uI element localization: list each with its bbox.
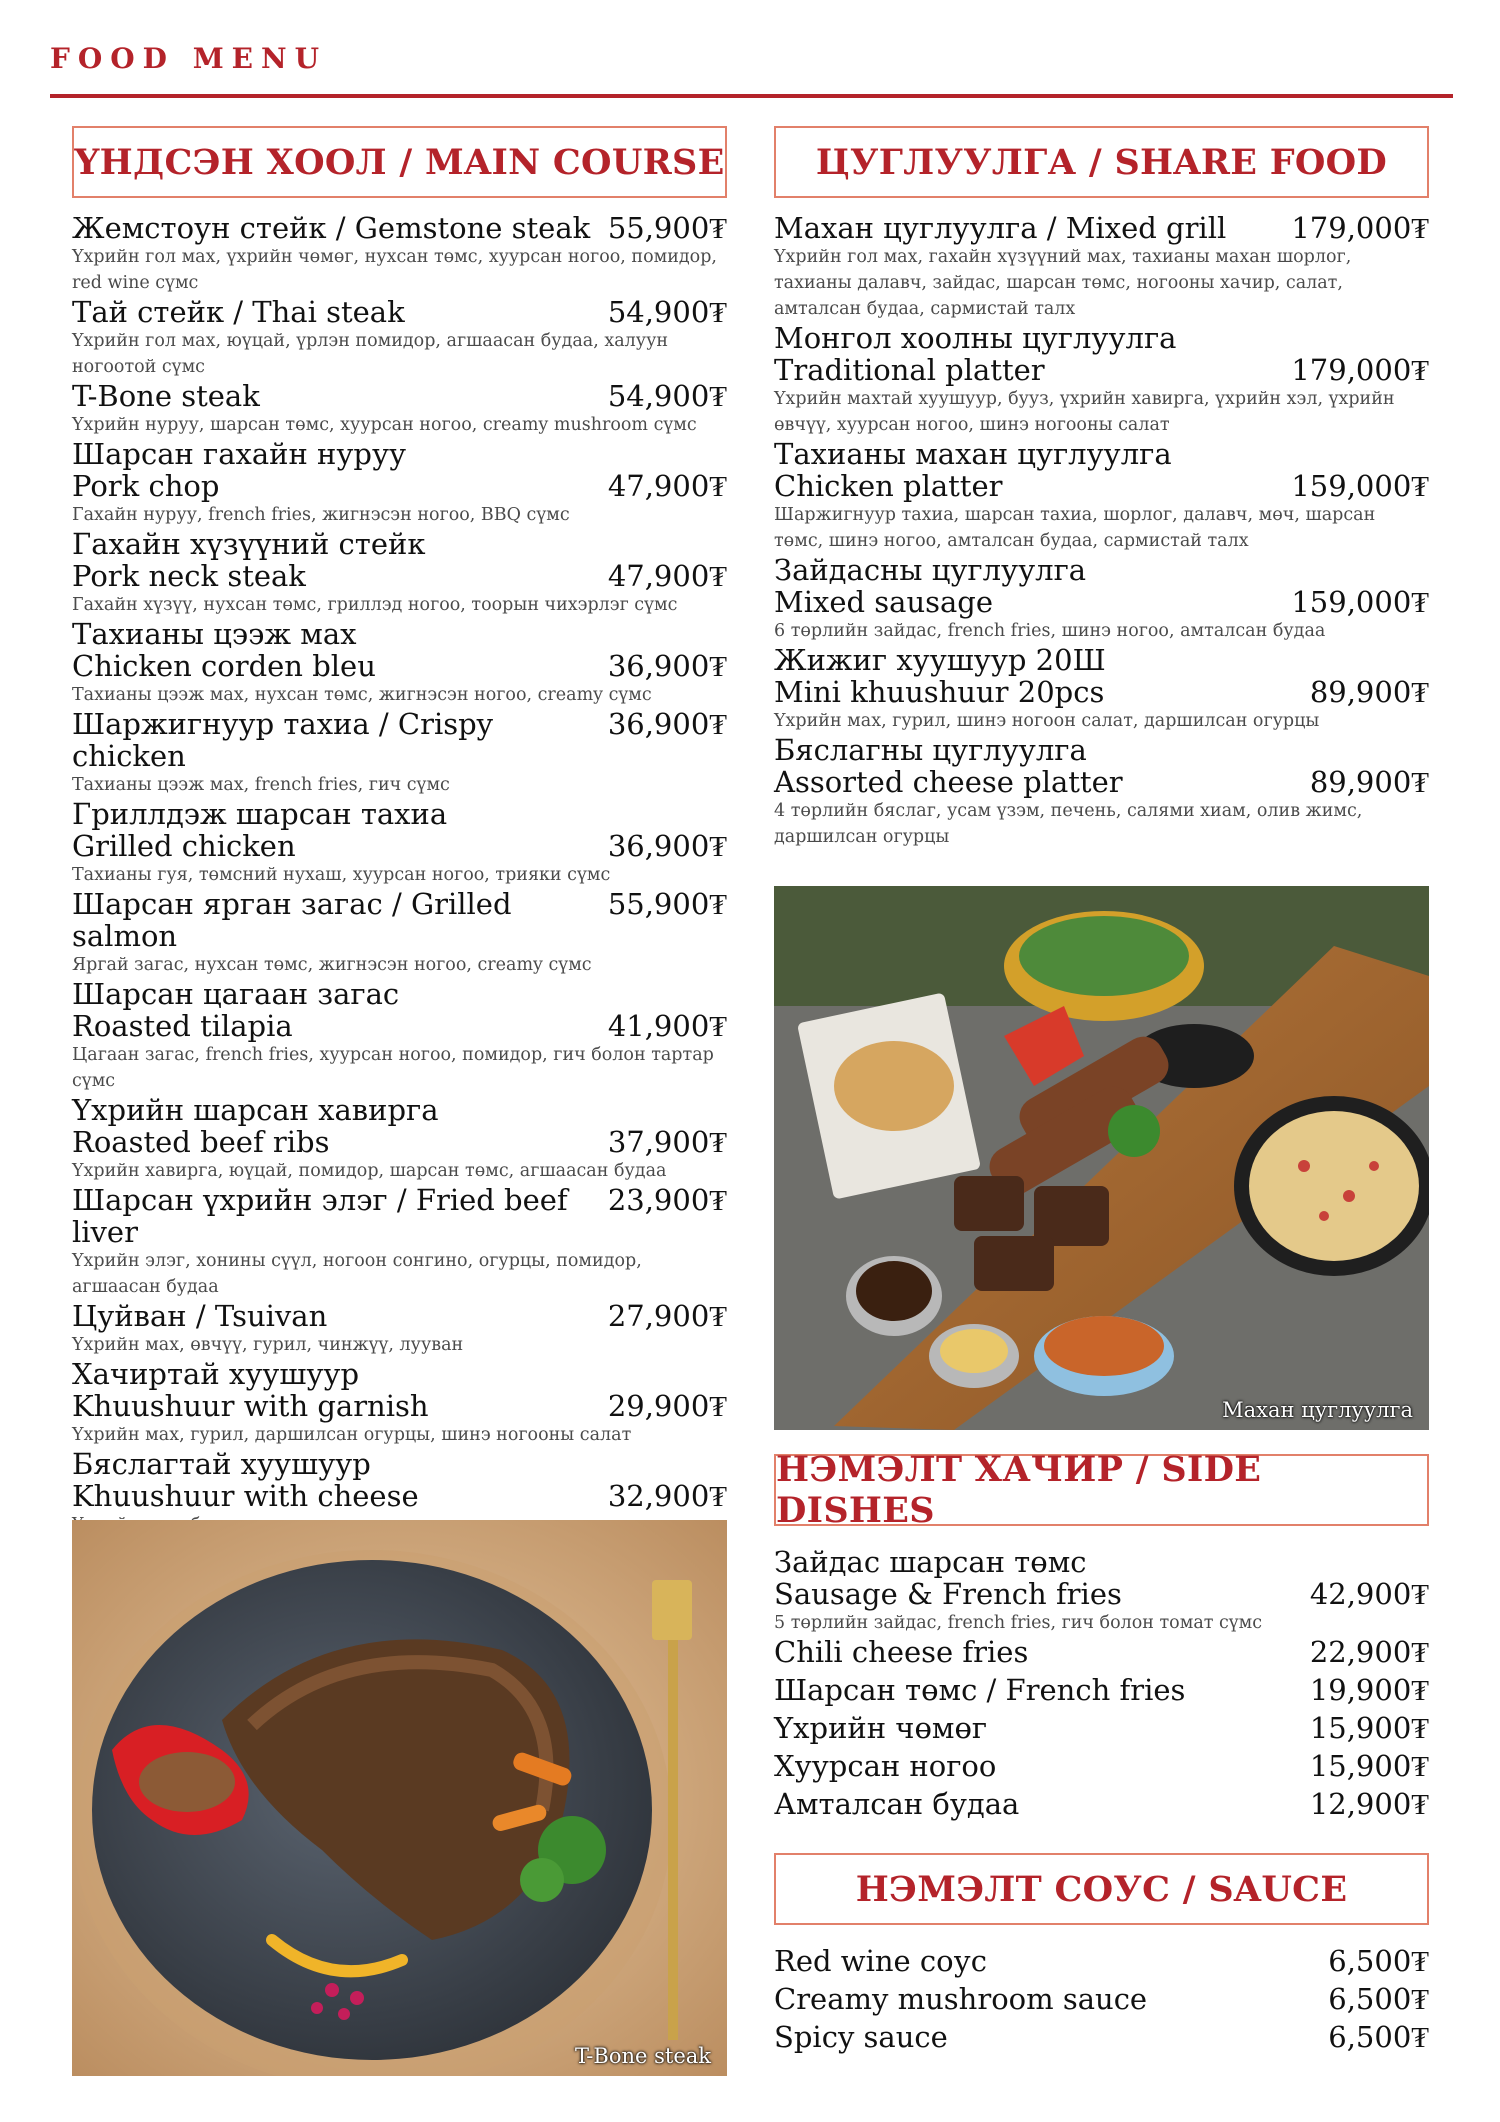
menu-item: [774, 2021, 1429, 2059]
item-description: Үхрийн хавирга, юүцай, помидор, шарсан төмс, агшаасан будаа: [72, 1161, 667, 1181]
item-name: Монгол хоолны цуглуулга: [774, 321, 1177, 355]
item-name-english: Grilled chicken: [72, 829, 296, 863]
item-price: 159,000₮: [1291, 585, 1429, 619]
mixed-grill-image: [774, 886, 1429, 1430]
item-name: Spicy sauce: [774, 2020, 948, 2054]
item-price: 36,900₮: [607, 707, 727, 741]
item-price: 42,900₮: [1309, 1577, 1429, 1611]
item-name: Зайдас шарсан төмс: [774, 1545, 1087, 1579]
menu-item: [72, 438, 727, 528]
item-description: Үхрийн элэг, хонины сүүл, ногоон сонгино, огурцы, помидор, агшаасан будаа: [72, 1251, 642, 1297]
item-name-english: Assorted cheese platter: [774, 765, 1123, 799]
menu-item: [774, 322, 1429, 438]
side-dishes-heading-box: [774, 1449, 1429, 1531]
item-description: Үхрийн гол мах, юүцай, үрлэн помидор, агшаасан будаа, халуун ногоотой сүмс: [72, 331, 669, 377]
sauce-title: НЭМЭЛТ СОУС / SAUCE: [855, 1868, 1348, 1910]
item-name-english: Pork neck steak: [72, 559, 306, 593]
share-food-column: [774, 126, 1429, 850]
mixed-grill-caption: Махан цуглуулга: [1222, 1398, 1413, 1422]
menu-item: [774, 554, 1429, 644]
sauce-list: [774, 1945, 1429, 2059]
main-course-heading-box: [72, 126, 727, 198]
item-name: T-Bone steak: [72, 379, 260, 413]
item-name-english: Roasted tilapia: [72, 1009, 293, 1043]
item-price: 55,900₮: [607, 211, 727, 245]
item-name: Махан цуглуулга / Mixed grill: [774, 211, 1227, 245]
menu-item: [774, 644, 1429, 734]
page-title: FOOD MENU: [50, 42, 328, 75]
item-name: Шарсан ярган загас / Grilled salmon: [72, 887, 512, 953]
menu-item: [774, 212, 1429, 322]
share-food-title: ЦУГЛУУЛГА / SHARE FOOD: [815, 141, 1388, 183]
side-dishes-column: [774, 1449, 1429, 1826]
item-price: 27,900₮: [607, 1299, 727, 1333]
item-price: 12,900₮: [1309, 1787, 1429, 1821]
item-description: Үхрийн гол мах, үхрийн чөмөг, нухсан төмс, хуурсан ногоо, помидор, red wine сүмс: [72, 247, 717, 293]
main-course-title: ҮНДСЭН ХООЛ / MAIN COURSE: [74, 141, 725, 183]
item-description: Тахианы гуя, төмсний нухаш, хуурсан ногоо, трияки сүмс: [72, 865, 611, 885]
item-name: Хачиртай хуушуур: [72, 1357, 360, 1391]
menu-item: [774, 1750, 1429, 1788]
item-name: Шарсан гахайн нуруу: [72, 437, 407, 471]
menu-item: [72, 1094, 727, 1184]
menu-item: [774, 1636, 1429, 1674]
item-description: Үхрийн мах, гурил, шинэ ногоон салат, даршилсан огурцы: [774, 711, 1320, 731]
header-divider: [50, 94, 1453, 98]
item-description: Цагаан загас, french fries, хуурсан ногоо, помидор, гич болон тартар сүмс: [72, 1045, 714, 1091]
menu-item: [72, 708, 727, 798]
item-name-english: Roasted beef ribs: [72, 1125, 330, 1159]
item-price: 37,900₮: [607, 1125, 727, 1159]
item-price: 32,900₮: [607, 1479, 727, 1513]
item-name: Chili cheese fries: [774, 1635, 1029, 1669]
main-course-column: [72, 126, 727, 1538]
item-name-english: Sausage & French fries: [774, 1577, 1122, 1611]
item-name-english: Chicken corden bleu: [72, 649, 376, 683]
item-name: Гахайн хүзүүний стейк: [72, 527, 426, 561]
item-price: 6,500₮: [1328, 2020, 1429, 2054]
item-name: Үхрийн чөмөг: [774, 1711, 988, 1745]
item-name: Цуйван / Tsuivan: [72, 1299, 328, 1333]
item-price: 23,900₮: [607, 1183, 727, 1217]
sauce-heading-box: [774, 1853, 1429, 1925]
menu-item: [774, 1788, 1429, 1826]
menu-item: [774, 1674, 1429, 1712]
mixed-grill-photo: [774, 886, 1429, 1430]
item-price: 54,900₮: [607, 295, 727, 329]
menu-item: [72, 380, 727, 438]
item-price: 29,900₮: [607, 1389, 727, 1423]
menu-item: [774, 1712, 1429, 1750]
item-name: Тахианы махан цуглуулга: [774, 437, 1172, 471]
item-description: Үхрийн мах, өвчүү, гурил, чинжүү, лууван: [72, 1335, 464, 1355]
item-description: Шаржигнуур тахиа, шарсан тахиа, шорлог, далавч, мөч, шарсан төмс, шинэ ногоо, амталсан будаа, сармистай талх: [774, 505, 1376, 551]
item-name-english: Traditional platter: [774, 353, 1045, 387]
item-price: 89,900₮: [1309, 675, 1429, 709]
item-description: Үхрийн гол мах, гахайн хүзүүний мах, тахианы махан шорлог, тахианы далавч, зайдас, шарсан төмс, ногооны хачир, салат, амталсан будаа, сармистай талх: [774, 247, 1352, 319]
item-description: Үхрийн махтай хуушуур, бууз, үхрийн хавирга, үхрийн хэл, үхрийн өвчүү, хуурсан ногоо, шинэ ногооны салат: [774, 389, 1395, 435]
item-price: 6,500₮: [1328, 1982, 1429, 2016]
item-name: Creamy mushroom sauce: [774, 1982, 1148, 2016]
tbone-steak-photo: [72, 1520, 727, 2076]
item-price: 6,500₮: [1328, 1944, 1429, 1978]
page-header: [50, 42, 1453, 75]
item-name: Гриллдэж шарсан тахиа: [72, 797, 448, 831]
item-description: Гахайн нуруу, french fries, жигнэсэн ногоо, BBQ сүмс: [72, 505, 570, 525]
share-food-heading-box: [774, 126, 1429, 198]
side-dishes-list: [774, 1546, 1429, 1826]
item-price: 15,900₮: [1309, 1749, 1429, 1783]
item-name: Бяслагны цуглуулга: [774, 733, 1087, 767]
item-name: Жемстоун стейк / Gemstone steak: [72, 211, 591, 245]
item-name-english: Mixed sausage: [774, 585, 994, 619]
item-description: 6 төрлийн зайдас, french fries, шинэ ногоо, амталсан будаа: [774, 621, 1326, 641]
menu-item: [774, 1983, 1429, 2021]
item-price: 36,900₮: [607, 649, 727, 683]
item-description: Үхрийн нуруу, шарсан төмс, хуурсан ногоо, creamy mushroom сүмс: [72, 415, 697, 435]
menu-item: [72, 798, 727, 888]
item-name: Red wine соус: [774, 1944, 987, 1978]
tbone-steak-caption: T-Bone steak: [575, 2044, 711, 2068]
item-price: 15,900₮: [1309, 1711, 1429, 1745]
item-description: Тахианы цээж мах, нухсан төмс, жигнэсэн ногоо, creamy сүмс: [72, 685, 652, 705]
item-name-english: Khuushuur with cheese: [72, 1479, 419, 1513]
item-price: 54,900₮: [607, 379, 727, 413]
menu-item: [72, 1184, 727, 1300]
item-name-english: Khuushuur with garnish: [72, 1389, 429, 1423]
item-description: Яргай загас, нухсан төмс, жигнэсэн ногоо, creamy сүмс: [72, 955, 592, 975]
menu-item: [72, 1300, 727, 1358]
item-price: 41,900₮: [607, 1009, 727, 1043]
item-name: Шарсан төмс / French fries: [774, 1673, 1186, 1707]
item-name: Амталсан будаа: [774, 1787, 1020, 1821]
menu-item: [72, 212, 727, 296]
item-name: Тай стейк / Thai steak: [72, 295, 405, 329]
item-price: 47,900₮: [607, 469, 727, 503]
menu-item: [72, 618, 727, 708]
item-price: 89,900₮: [1309, 765, 1429, 799]
item-name: Жижиг хуушуур 20Ш: [774, 643, 1106, 677]
item-name-english: Chicken platter: [774, 469, 1003, 503]
menu-item: [774, 1546, 1429, 1636]
item-name-english: Pork chop: [72, 469, 220, 503]
item-price: 36,900₮: [607, 829, 727, 863]
menu-item: [72, 528, 727, 618]
menu-item: [774, 438, 1429, 554]
menu-item: [774, 734, 1429, 850]
item-price: 179,000₮: [1291, 211, 1429, 245]
item-price: 159,000₮: [1291, 469, 1429, 503]
item-name: Тахианы цээж мах: [72, 617, 357, 651]
share-food-list: [774, 212, 1429, 850]
item-name: Хуурсан ногоо: [774, 1749, 997, 1783]
main-course-list: [72, 212, 727, 1538]
side-dishes-title: НЭМЭЛТ ХАЧИР / SIDE DISHES: [776, 1449, 1262, 1531]
item-name-english: Mini khuushuur 20pcs: [774, 675, 1105, 709]
menu-item: [72, 296, 727, 380]
item-description: Тахианы цээж мах, french fries, гич сүмс: [72, 775, 450, 795]
item-name: Шарсан цагаан загас: [72, 977, 400, 1011]
item-description: 4 төрлийн бяслаг, усам үзэм, печень, салями хиам, олив жимс, даршилсан огурцы: [774, 801, 1363, 847]
item-price: 22,900₮: [1309, 1635, 1429, 1669]
item-price: 47,900₮: [607, 559, 727, 593]
menu-item: [72, 1358, 727, 1448]
item-description: 5 төрлийн зайдас, french fries, гич болон томат сүмс: [774, 1613, 1263, 1633]
menu-item: [72, 888, 727, 978]
menu-item: [774, 1945, 1429, 1983]
tbone-steak-image: [72, 1520, 727, 2076]
item-name: Шарсан үхрийн элэг / Fried beef liver: [72, 1183, 568, 1249]
item-price: 55,900₮: [607, 887, 727, 921]
item-description: Үхрийн мах, гурил, даршилсан огурцы, шинэ ногооны салат: [72, 1425, 632, 1445]
item-name: Шаржигнуур тахиа / Crispy chicken: [72, 707, 494, 773]
sauce-column: [774, 1853, 1429, 2059]
item-name: Зайдасны цуглуулга: [774, 553, 1087, 587]
item-description: Гахайн хүзүү, нухсан төмс, гриллэд ногоо, тоорын чихэрлэг сүмс: [72, 595, 678, 615]
item-name: Үхрийн шарсан хавирга: [72, 1093, 439, 1127]
item-price: 179,000₮: [1291, 353, 1429, 387]
menu-item: [72, 978, 727, 1094]
item-price: 19,900₮: [1309, 1673, 1429, 1707]
item-name: Бяслагтай хуушуур: [72, 1447, 371, 1481]
